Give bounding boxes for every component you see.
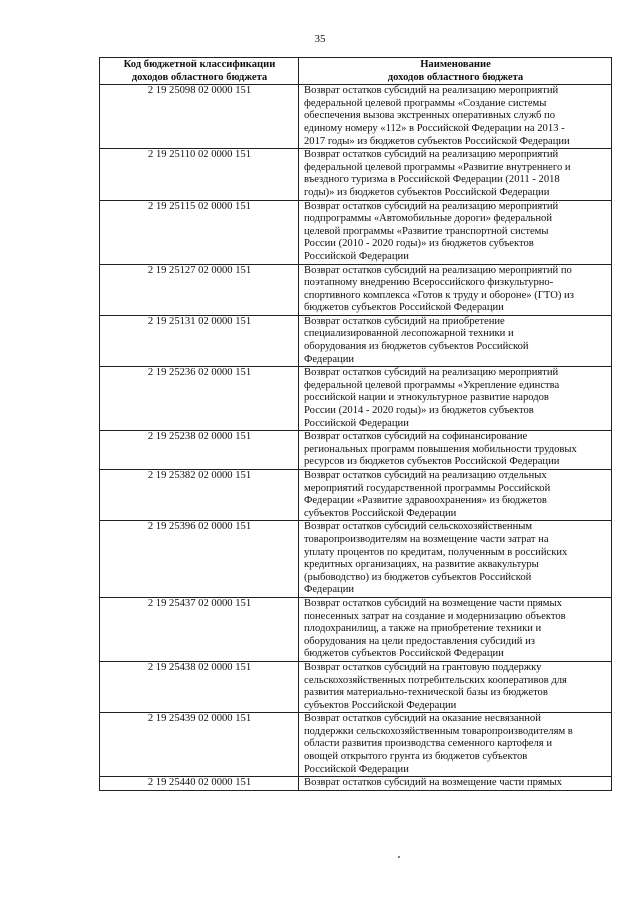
- revenue-name-line: обеспечения вызова экстренных оперативных служб по: [304, 110, 556, 122]
- revenue-name-line: Возврат остатков субсидий на реализацию отдельных: [304, 470, 547, 481]
- code-header-line: Код бюджетной классификации: [123, 59, 276, 70]
- revenue-name-line: поэтапному внедрению Всероссийского физкультурно-: [304, 277, 554, 289]
- name-header-line: доходов областного бюджета: [387, 71, 524, 83]
- revenue-name-line: федеральной целевой программы «Развитие внутреннего и: [304, 161, 571, 173]
- table-row: [100, 367, 612, 431]
- table-row: [100, 85, 612, 149]
- revenue-name-line: Федерации: [304, 584, 355, 596]
- budget-classification-table: [99, 57, 612, 791]
- revenue-name-line: въездного туризма в Российской Федерации (2011 - 2018: [304, 174, 560, 186]
- revenue-name-cell: [299, 200, 612, 264]
- code-header-line: доходов областного бюджета: [131, 71, 268, 83]
- budget-code-cell: 2 19 25440 02 0000 151: [100, 777, 299, 791]
- budget-code-cell: 2 19 25098 02 0000 151: [100, 85, 299, 149]
- code-column-header: [100, 58, 299, 85]
- budget-code-cell: 2 19 25115 02 0000 151: [100, 200, 299, 264]
- revenue-name-line: бюджетов субъектов Российской Федерации: [304, 648, 504, 660]
- revenue-name-line: России (2014 - 2020 годы)» из бюджетов субъектов: [304, 405, 534, 417]
- revenue-name-line: развития материально-технической базы из бюджетов: [304, 687, 548, 699]
- budget-code-cell: 2 19 25438 02 0000 151: [100, 661, 299, 712]
- revenue-name-line: России (2010 - 2020 годы)» из бюджетов субъектов: [304, 238, 534, 250]
- scan-speck: [398, 856, 400, 858]
- table-row: [100, 149, 612, 200]
- revenue-name-line: Возврат остатков субсидий на реализацию мероприятий: [304, 200, 559, 212]
- revenue-name-line: бюджетов субъектов Российской Федерации: [304, 302, 504, 314]
- revenue-name-line: федеральной целевой программы «Создание системы: [304, 97, 547, 109]
- revenue-name-line: Возврат остатков субсидий на оказание несвязанной: [304, 713, 541, 725]
- revenue-name-line: специализированной лесопожарной техники и: [304, 328, 514, 340]
- revenue-name-line: Федерации: [304, 353, 355, 365]
- revenue-name-cell: [299, 521, 612, 598]
- table-row: [100, 597, 612, 661]
- revenue-name-line: Российской Федерации: [304, 763, 409, 775]
- revenue-name-line: Российской Федерации: [304, 417, 409, 429]
- revenue-name-line: единому номеру «112» в Российской Федерации на 2013 -: [304, 122, 565, 134]
- revenue-name-line: поддержки сельскохозяйственным товаропроизводителям в: [304, 725, 573, 737]
- revenue-name-line: Российской Федерации: [304, 250, 409, 262]
- revenue-name-line: кредитных организациях, на развитие аквакультуры: [304, 559, 539, 571]
- revenue-name-line: мероприятий государственной программы Российской: [304, 482, 551, 494]
- revenue-name-cell: [299, 149, 612, 200]
- revenue-name-line: субъектов Российской Федерации: [304, 699, 457, 711]
- revenue-name-line: плодохранилищ, а также на приобретение техники и: [304, 623, 542, 635]
- revenue-name-line: Возврат остатков субсидий сельскохозяйственным: [304, 521, 533, 533]
- revenue-name-cell: [299, 777, 612, 791]
- revenue-name-line: оборудования на цели предоставления субсидий из: [304, 635, 535, 647]
- page-number: 35: [314, 33, 326, 45]
- revenue-name-line: области развития производства семенного картофеля и: [304, 738, 552, 750]
- budget-code-cell: 2 19 25437 02 0000 151: [100, 597, 299, 661]
- revenue-name-cell: [299, 85, 612, 149]
- budget-code-cell: 2 19 25131 02 0000 151: [100, 315, 299, 366]
- budget-code-cell: 2 19 25127 02 0000 151: [100, 264, 299, 315]
- revenue-name-line: овощей открытого грунта из бюджетов субъектов: [304, 751, 528, 763]
- revenue-name-line: Возврат остатков субсидий на реализацию мероприятий: [304, 149, 559, 161]
- revenue-name-line: Возврат остатков субсидий на реализацию мероприятий по: [304, 264, 572, 276]
- revenue-name-line: Федерации «Развитие здравоохранения» из бюджетов: [304, 495, 547, 507]
- table-row: [100, 264, 612, 315]
- table-row: [100, 200, 612, 264]
- revenue-name-line: Возврат остатков субсидий на софинансирование: [304, 431, 528, 443]
- revenue-name-line: российской нации и этнокультурное развитие народов: [304, 392, 549, 404]
- revenue-name-line: спортивного комплекса «Готов к труду и обороне» (ГТО) из: [304, 289, 574, 301]
- revenue-name-cell: [299, 315, 612, 366]
- revenue-name-line: Возврат остатков субсидий на приобретение: [304, 315, 505, 327]
- table-row: [100, 470, 612, 521]
- revenue-name-cell: [299, 367, 612, 431]
- revenue-name-cell: [299, 470, 612, 521]
- revenue-name-line: Возврат остатков субсидий на грантовую поддержку: [304, 661, 542, 673]
- table-row: [100, 431, 612, 470]
- revenue-name-cell: [299, 264, 612, 315]
- name-header-line: Наименование: [420, 59, 491, 70]
- budget-code-cell: 2 19 25396 02 0000 151: [100, 521, 299, 598]
- revenue-name-line: товаропроизводителям на возмещение части затрат на: [304, 533, 549, 545]
- budget-code-cell: 2 19 25382 02 0000 151: [100, 470, 299, 521]
- table-body: [100, 85, 612, 791]
- revenue-name-line: субъектов Российской Федерации: [304, 507, 457, 519]
- revenue-name-line: региональных программ повышения мобильности трудовых: [304, 443, 577, 455]
- budget-code-cell: 2 19 25236 02 0000 151: [100, 367, 299, 431]
- revenue-name-line: Возврат остатков субсидий на реализацию мероприятий: [304, 85, 559, 97]
- table-row: [100, 521, 612, 598]
- revenue-name-line: оборудования из бюджетов субъектов Российской: [304, 341, 529, 353]
- revenue-name-line: Возврат остатков субсидий на возмещение части прямых: [304, 597, 562, 609]
- budget-code-cell: 2 19 25110 02 0000 151: [100, 149, 299, 200]
- revenue-name-line: уплату процентов по кредитам, полученным в российских: [304, 546, 568, 558]
- revenue-name-line: (рыбоводство) из бюджетов субъектов Российской: [304, 571, 532, 583]
- budget-code-cell: 2 19 25238 02 0000 151: [100, 431, 299, 470]
- revenue-name-line: целевой программы «Развитие транспортной системы: [304, 225, 549, 237]
- table-header-row: [100, 58, 612, 85]
- revenue-name-line: Возврат остатков субсидий на реализацию мероприятий: [304, 367, 559, 379]
- name-column-header: [299, 58, 612, 85]
- revenue-name-cell: [299, 431, 612, 470]
- revenue-name-line: сельскохозяйственных потребительских кооперативов для: [304, 674, 567, 686]
- revenue-name-line: подпрограммы «Автомобильные дороги» федеральной: [304, 213, 553, 225]
- revenue-name-line: Возврат остатков субсидий на возмещение части прямых: [304, 777, 562, 789]
- table-row: [100, 315, 612, 366]
- revenue-name-cell: [299, 597, 612, 661]
- revenue-name-line: ресурсов из бюджетов субъектов Российской Федерации: [304, 456, 560, 468]
- budget-code-cell: 2 19 25439 02 0000 151: [100, 713, 299, 777]
- revenue-name-line: федеральной целевой программы «Укрепление единства: [304, 379, 560, 391]
- revenue-name-line: понесенных затрат на создание и модернизацию объектов: [304, 610, 566, 622]
- revenue-name-cell: [299, 661, 612, 712]
- table-row: [100, 713, 612, 777]
- revenue-name-line: годы)» из бюджетов субъектов Российской Федерации: [304, 186, 550, 198]
- revenue-name-cell: [299, 713, 612, 777]
- table-row: [100, 661, 612, 712]
- table-row: [100, 777, 612, 791]
- revenue-name-line: 2017 годы» из бюджетов субъектов Российской Федерации: [304, 135, 570, 147]
